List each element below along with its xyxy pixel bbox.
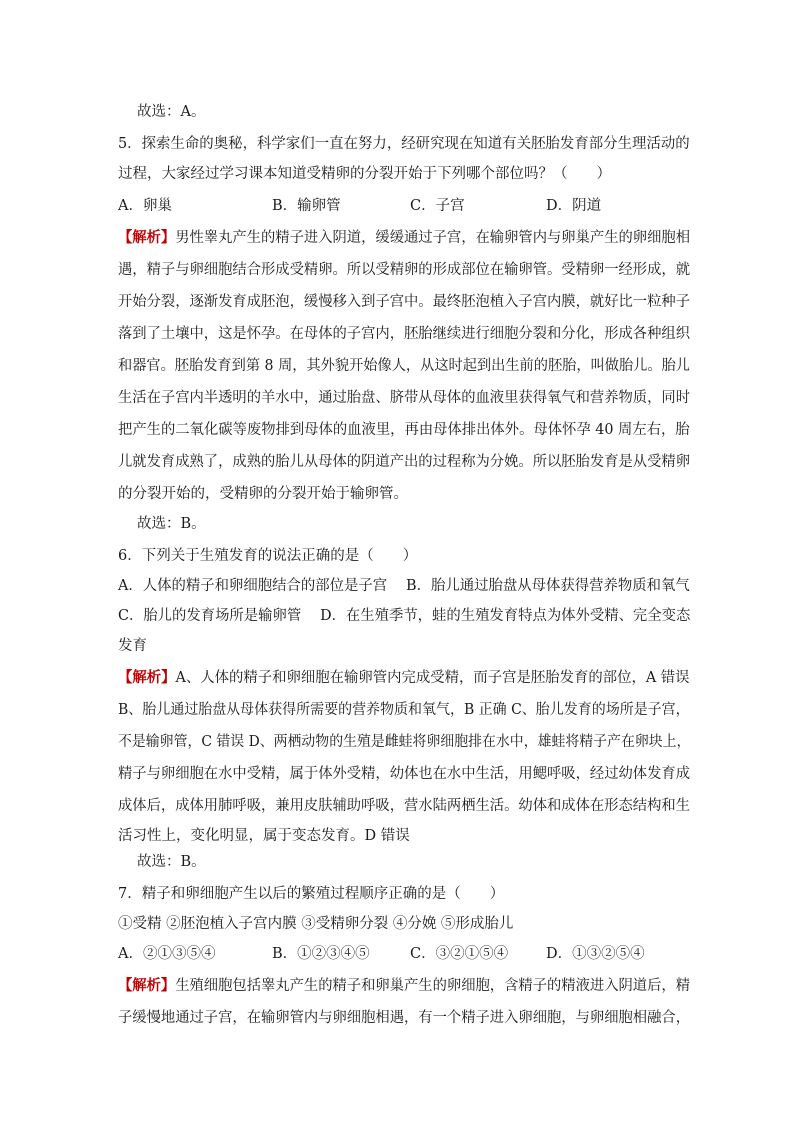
q7-stem: 7．精子和卵细胞产生以后的繁殖过程顺序正确的是（ ） [118, 886, 505, 902]
q6-analysis-line-2: B、胎儿通过胎盘从母体获得所需要的营养物质和氧气，B 正确 C、胎儿发育的场所是子宫， [118, 702, 690, 718]
q5-stem-line-1: 5．探索生命的奥秘，科学家们一直在努力，经研究现在知道有关胚胎发育部分生理活动的 [118, 136, 690, 152]
q7-analysis-line-2: 子缓慢地通过子宫，在输卵管内与卵细胞相遇，有一个精子进入卵细胞，与卵细胞相融合， [118, 1010, 690, 1026]
q6-analysis-line-4: 精子与卵细胞在水中受精，属于体外受精，幼体也在水中生活，用鳃呼吸，经过幼体发育成 [118, 766, 690, 782]
analysis-tag: 【解析】 [118, 229, 176, 246]
analysis-tag: 【解析】 [118, 669, 176, 686]
q6-stem: 6．下列关于生殖发育的说法正确的是（ ） [118, 548, 418, 564]
q7-analysis-line-1 [118, 976, 690, 996]
q7-steps: ①受精 ②胚泡植入子宫内膜 ③受精卵分裂 ④分娩 ⑤形成胎儿 [118, 916, 514, 932]
q5-stem-line-2: 过程，大家经过学习课本知道受精卵的分裂开始于下列哪个部位吗？（ ） [118, 166, 611, 182]
q7-option-c: C．③②①⑤④ [410, 946, 509, 962]
q5-analysis-line-4: 落到了土壤中，这是怀孕。在母体的子宫内，胚胎继续进行细胞分裂和分化，形成各种组织 [118, 326, 690, 342]
q5-analysis-line-2: 遇，精子与卵细胞结合形成受精卵。所以受精卵的形成部位在输卵管。受精卵一经形成，就 [118, 262, 690, 278]
q5-analysis-line-5: 和器官。胚胎发育到第 8 周，其外貌开始像人，从这时起到出生前的胚胎，叫做胎儿。胎儿 [118, 358, 690, 374]
q6-answer: 故选：B。 [137, 854, 206, 870]
analysis-text: A、人体的精子和卵细胞在输卵管内完成受精，而子宫是胚胎发育的部位，A 错误 [175, 670, 690, 686]
q6-options-line-3: 发育 [118, 638, 147, 654]
q7-option-d: D．①③②⑤④ [546, 946, 645, 962]
q5-analysis-line-6: 生活在子宫内半透明的羊水中，通过胎盘、脐带从母体的血液里获得氧气和营养物质，同时 [118, 390, 690, 406]
q5-analysis-line-1 [118, 228, 690, 248]
q6-analysis-line-3: 不是输卵管，C 错误 D、两栖动物的生殖是雌蛙将卵细胞排在水中，雄蛙将精子产在卵块上， [118, 734, 691, 750]
q6-analysis-line-5: 成体后，成体用肺呼吸，兼用皮肤辅助呼吸，营水陆两栖生活。幼体和成体在形态结构和生 [118, 798, 690, 814]
q7-option-a: A．②①③⑤④ [118, 946, 216, 962]
analysis-tag: 【解析】 [118, 977, 176, 994]
q5-option-d: D．阴道 [546, 198, 602, 214]
analysis-text: 男性睾丸产生的精子进入阴道，缓缓通过子宫，在输卵管内与卵巢产生的卵细胞相 [175, 230, 690, 246]
q7-option-b: B．①②③④⑤ [272, 946, 370, 962]
q5-analysis-line-3: 开始分裂，逐渐发育成胚泡，缓慢移入到子宫中。最终胚泡植入子宫内膜，就好比一粒种子 [118, 294, 690, 310]
q5-analysis-line-8: 儿就发育成熟了，成熟的胎儿从母体的阴道产出的过程称为分娩。所以胚胎发育是从受精卵 [118, 454, 690, 470]
q6-options-line-2: C．胎儿的发育场所是输卵管 D．在生殖季节，蛙的生殖发育特点为体外受精、完全变态 [118, 608, 691, 624]
q5-option-a: A．卵巢 [118, 198, 172, 214]
q6-analysis-line-1 [118, 668, 690, 688]
q5-analysis-line-9: 的分裂开始的，受精卵的分裂开始于输卵管。 [118, 486, 408, 502]
q6-analysis-line-6: 活习性上，变化明显，属于变态发育。D 错误 [118, 828, 410, 844]
q5-analysis-line-7: 把产生的二氧化碳等废物排到母体的血液里，再由母体排出体外。母体怀孕 40 周左右，胎 [118, 422, 690, 438]
q5-option-c: C．子宫 [410, 198, 465, 214]
q5-option-b: B．输卵管 [272, 198, 341, 214]
analysis-text: 生殖细胞包括睾丸产生的精子和卵巢产生的卵细胞，含精子的精液进入阴道后，精 [175, 978, 690, 994]
q6-options-line-1: A．人体的精子和卵细胞结合的部位是子宫 B．胎儿通过胎盘从母体获得营养物质和氧气 [118, 578, 690, 594]
q4-answer: 故选：A。 [137, 104, 206, 120]
q5-answer: 故选：B。 [137, 516, 206, 532]
